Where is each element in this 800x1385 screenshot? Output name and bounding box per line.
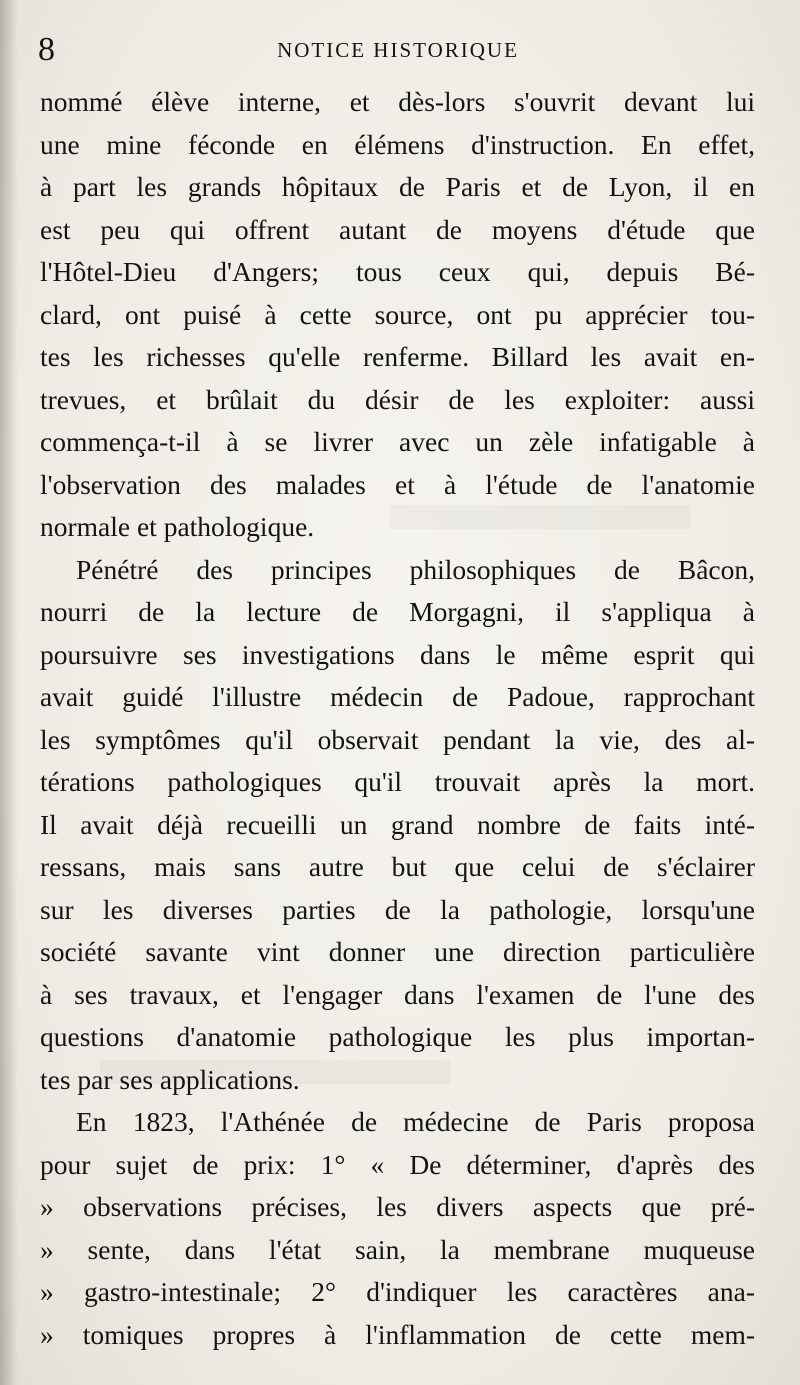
text-line: En 1823, l'Athénée de médecine de Paris proposa — [76, 1106, 755, 1137]
text-line: est peu qui offrent autant de moyens d'étude que — [40, 213, 755, 245]
text-line: térations pathologiques qu'il trouvait après la mort. — [40, 766, 755, 797]
text-line: Pénétré des principes philosophiques de Bâcon, — [76, 553, 755, 585]
body-text — [40, 81, 755, 1356]
running-head: NOTICE HISTORIQUE — [277, 38, 519, 62]
text-line: normale et pathologique. — [40, 511, 315, 542]
page-header — [38, 30, 758, 70]
text-line: avait guidé l'illustre médecin de Padoue, rapprochant — [40, 681, 755, 712]
text-line: clard, ont puisé à cette source, ont pu apprécier tou- — [40, 298, 755, 330]
text-line: l'Hôtel-Dieu d'Angers; tous ceux qui, depuis Bé- — [40, 256, 755, 287]
gutter-shadow — [0, 0, 18, 1385]
text-line: les symptômes qu'il observait pendant la vie, des al- — [40, 723, 755, 755]
text-line: trevues, et brûlait du désir de les exploiter: aussi — [40, 383, 755, 415]
text-line: » observations précises, les divers aspects que pré- — [40, 1191, 755, 1222]
text-line: poursuivre ses investigations dans le même esprit qui — [40, 638, 755, 670]
text-line: à part les grands hôpitaux de Paris et de Lyon, il en — [40, 171, 755, 202]
text-line: » tomiques propres à l'inflammation de cette mem- — [40, 1318, 755, 1350]
text-line: nommé élève interne, et dès-lors s'ouvrit devant lui — [40, 86, 755, 117]
text-line: l'observation des malades et à l'étude de l'anatomie — [40, 468, 755, 500]
text-line: société savante vint donner une direction particulière — [40, 936, 755, 967]
text-line: à ses travaux, et l'engager dans l'examen de l'une des — [40, 978, 755, 1010]
text-line: » gastro-intestinale; 2° d'indiquer les caractères ana- — [40, 1276, 755, 1307]
text-line: tes par ses applications. — [40, 1063, 300, 1095]
text-line: Il avait déjà recueilli un grand nombre de faits inté- — [40, 808, 755, 840]
text-line: questions d'anatomie pathologique les plus importan- — [40, 1021, 755, 1052]
text-line: sur les diverses parties de la pathologie, lorsqu'une — [40, 893, 755, 925]
text-line: tes les richesses qu'elle renferme. Billard les avait en- — [40, 341, 755, 372]
text-line: une mine féconde en élémens d'instruction. En effet, — [40, 128, 755, 160]
page-number: 8 — [38, 31, 55, 68]
text-line: commença-t-il à se livrer avec un zèle infatigable à — [40, 426, 755, 457]
text-line: » sente, dans l'état sain, la membrane muqueuse — [40, 1233, 755, 1265]
text-line: nourri de la lecture de Morgagni, il s'appliqua à — [40, 596, 755, 627]
text-line: ressans, mais sans autre but que celui de s'éclairer — [40, 851, 755, 882]
text-line: pour sujet de prix: 1° « De déterminer, d'après des — [40, 1148, 755, 1180]
